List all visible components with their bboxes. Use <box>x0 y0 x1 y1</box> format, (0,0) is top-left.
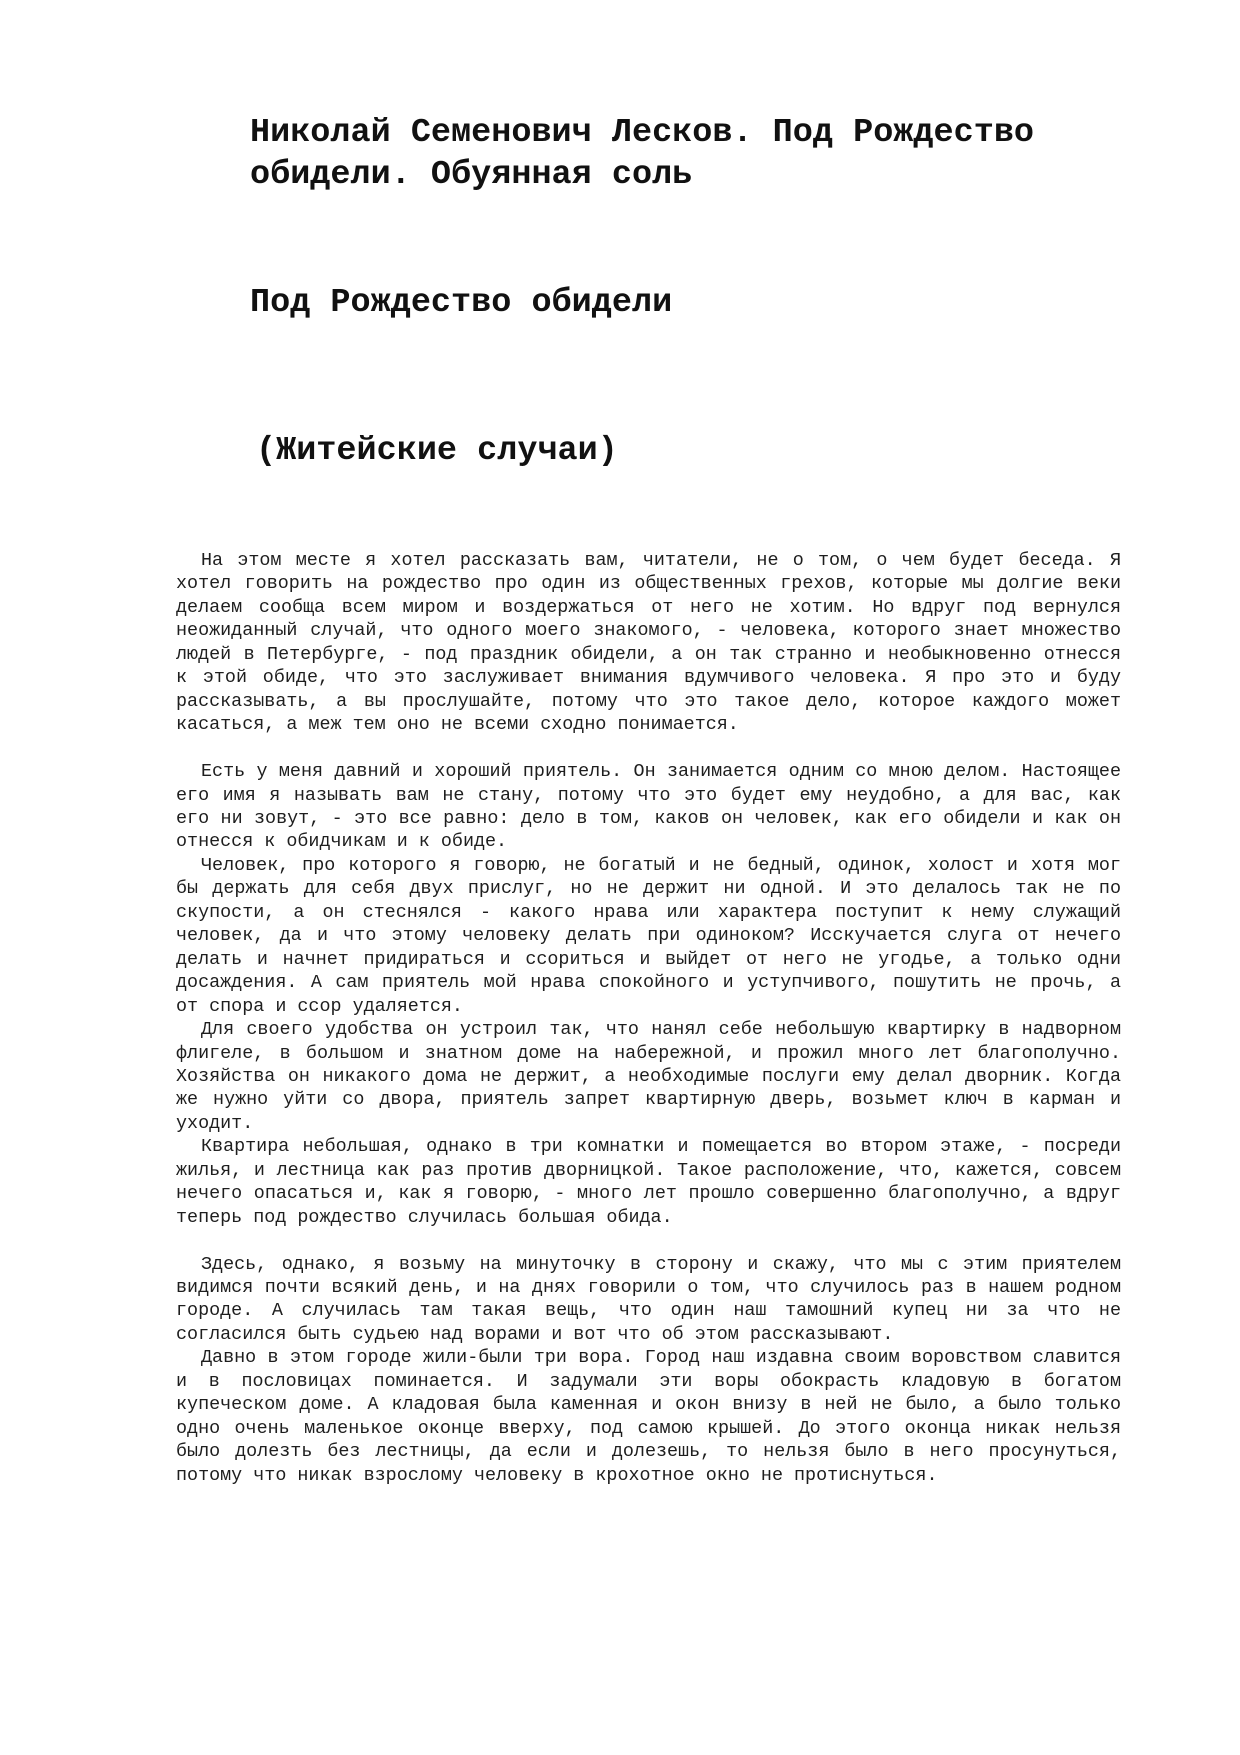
document-title: Николай Семенович Лесков. Под Рождество обидели. Обуянная соль <box>250 114 1035 194</box>
paragraph: Здесь, однако, я возьму на минуточку в сторону и скажу, что мы с этим приятелем видимся почти всякий день, и на днях говорили о том, что случилось раз в нашем родном городе. А случилась там такая вещь, что один наш тамошний купец ни за что не согласился быть судьею над ворами и вот что об этом рассказывают. <box>176 1253 1121 1345</box>
paragraph-gap <box>176 1229 1121 1252</box>
story-title: Под Рождество обидели <box>250 284 673 322</box>
paragraph: Есть у меня давний и хороший приятель. Он занимается одним со мною делом. Настоящее его имя я называть вам не стану, потому что это будет ему неудобно, а для вас, как его ни зовут, - это все равно: дело в том, каков он человек, как его обидели и как он отнесся к обидчикам и к обиде. <box>176 761 1121 853</box>
body-text <box>176 549 1121 1487</box>
story-subtitle: (Житейские случаи) <box>256 432 618 470</box>
paragraph: Для своего удобства он устроил так, что нанял себе небольшую квартирку в надворном флигеле, в большом и знатном доме на набережной, и прожил много лет благополучно. Хозяйства он никакого дома не держит, а необходимые послуги ему делал дворник. Когда же нужно уйти со двора, приятель запрет квартирную дверь, возьмет ключ в карман и уходит. <box>176 1019 1121 1134</box>
paragraph: Квартира небольшая, однако в три комнатки и помещается во втором этаже, - посреди жилья, и лестница как раз против дворницкой. Такое расположение, что, кажется, совсем нечего опасаться и, как я говорю, - много лет прошло совершенно благополучно, а вдруг теперь под рождество случилась большая обида. <box>176 1136 1121 1228</box>
paragraph: Давно в этом городе жили-были три вора. Город наш издавна своим воровством славится и в пословицах поминается. И задумали эти воры обокрасть кладовую в богатом купеческом доме. А кладовая была каменная и окон внизу в ней не было, а было только одно очень маленькое оконце вверху, под самою крышей. До этого оконца никак нельзя было долезть без лестницы, да если и долезешь, то нельзя было в него просунуться, потому что никак взрослому человеку в крохотное окно не протиснуться. <box>176 1347 1121 1486</box>
paragraph: На этом месте я хотел рассказать вам, читатели, не о том, о чем будет беседа. Я хотел говорить на рождество про один из общественных грехов, которые мы долгие веки делаем сообща всем миром и воздержаться от него не хотим. Но вдруг под вернулся неожиданный случай, что одного моего знакомого, - человека, которого знает множество людей в Петербурге, - под праздник обидели, а он так странно и необыкновенно отнесся к этой обиде, что это заслуживает внимания вдумчивого человека. Я про это и буду рассказывать, а вы прослушайте, потому что это такое дело, которое каждого может касаться, а меж тем оно не всеми сходно понимается. <box>176 550 1121 736</box>
paragraph-gap <box>176 737 1121 760</box>
paragraph: Человек, про которого я говорю, не богатый и не бедный, одинок, холост и хотя мог бы держать для себя двух прислуг, но не держит ни одной. И это делалось так не по скупости, а он стеснялся - какого нрава или характера поступит к нему служащий человек, да и что этому человеку делать при одиноком? Исскучается слуга от нечего делать и начнет придираться и ссориться и выйдет от него не угодье, а только одни досаждения. А сам приятель мой нрава спокойного и уступчивого, пошутить не прочь, а от спора и ссор удаляется. <box>176 854 1121 1017</box>
